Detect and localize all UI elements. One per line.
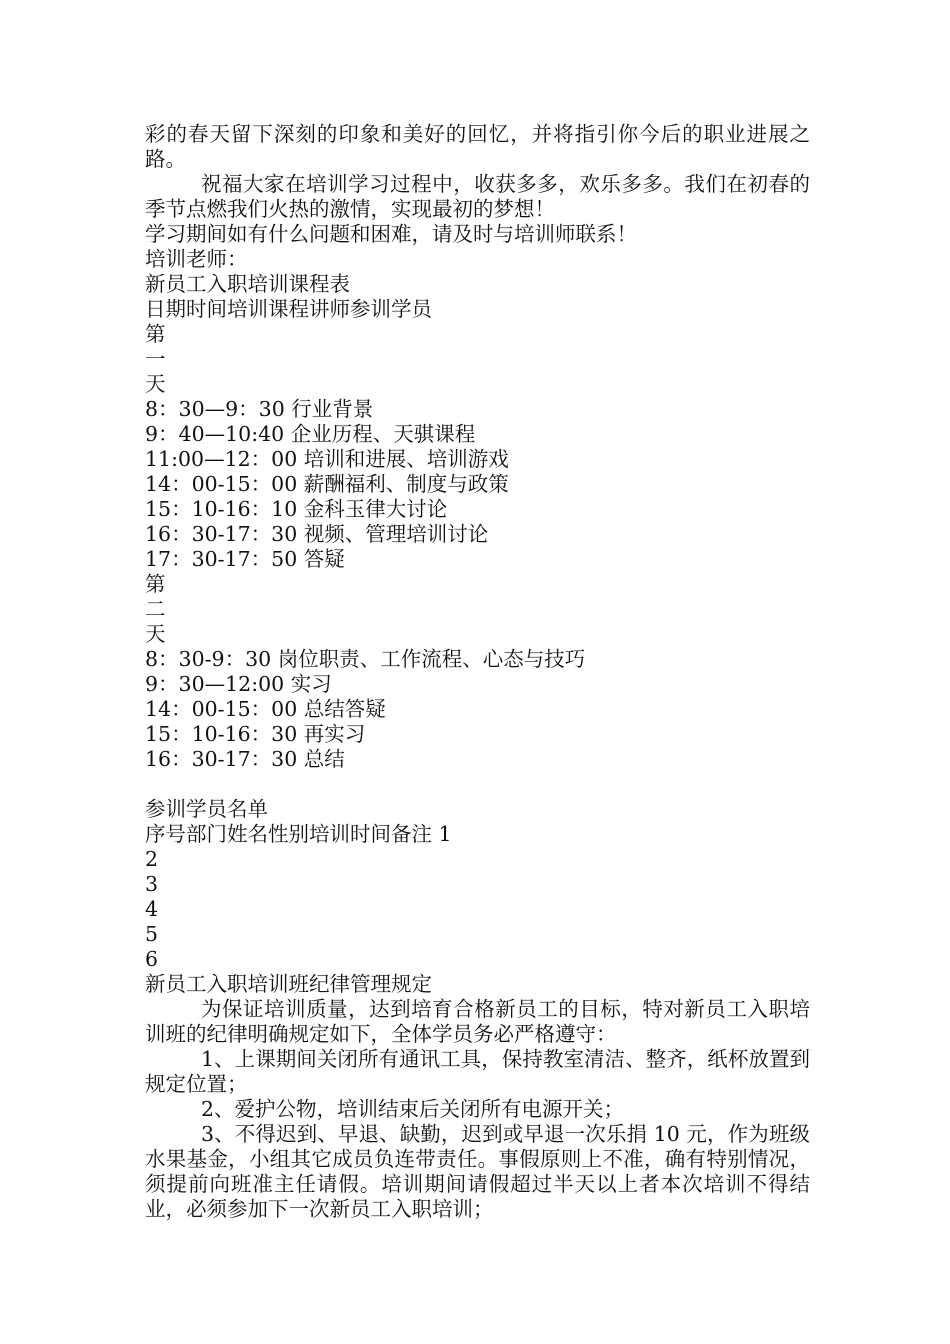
schedule-session: 14：00-15：00 薪酬福利、制度与政策 [145,472,509,496]
schedule-session: 14：00-15：00 总结答疑 [145,697,386,721]
schedule-session: 8：30-9：30 岗位职责、工作流程、心态与技巧 [145,647,586,671]
trainer-label: 培训老师： [145,247,248,271]
rules-title: 新员工入职培训班纪律管理规定 [145,972,432,996]
schedule-session: 9：30—12:00 实习 [145,672,332,696]
schedule-header: 日期时间培训课程讲师参训学员 [145,297,432,321]
rule-item: 1、上课期间关闭所有通讯工具，保持教室清洁、整齐，纸杯放置到规定位置； [145,1047,810,1096]
day1-char: 第 [145,322,166,346]
roster-number: 6 [145,947,159,971]
schedule-session: 9：40—10:40 企业历程、天骐课程 [145,422,476,446]
roster-number: 3 [145,872,159,896]
schedule-session: 8：30—9：30 行业背景 [145,397,374,421]
blank-line [145,772,810,797]
blessing-paragraph: 祝福大家在培训学习过程中，收获多多，欢乐多多。我们在初春的季节点燃我们火热的激情，实现最初的梦想！ [145,172,810,221]
schedule-session: 15：10-16：10 金科玉律大讨论 [145,497,448,521]
schedule-session: 11:00—12：00 培训和进展、培训游戏 [145,447,509,471]
roster-number: 2 [145,847,159,871]
schedule-title: 新员工入职培训课程表 [145,272,350,296]
day2-char: 第 [145,572,166,596]
document-page [145,122,810,1222]
day2-char: 二 [145,597,166,621]
intro-continuation: 彩的春天留下深刻的印象和美好的回忆，并将指引你今后的职业进展之路。 [145,122,810,171]
schedule-session: 15：10-16：30 再实习 [145,722,366,746]
roster-header: 序号部门姓名性别培训时间备注 1 [145,822,452,846]
schedule-session: 16：30-17：30 视频、管理培训讨论 [145,522,489,546]
day2-char: 天 [145,622,166,646]
schedule-session: 17：30-17：50 答疑 [145,547,345,571]
roster-number: 5 [145,922,159,946]
rule-item: 2、爱护公物，培训结束后关闭所有电源开关； [201,1097,625,1121]
roster-title: 参训学员名单 [145,797,268,821]
schedule-session: 16：30-17：30 总结 [145,747,345,771]
day1-char: 一 [145,347,166,371]
rule-item: 3、不得迟到、早退、缺勤，迟到或早退一次乐捐 10 元，作为班级水果基金，小组其它成员负连带责任。事假原则上不准，确有特别情况，须提前向班准主任请假。培训期间请假超过半天以上者本次培训不得结业，必须参加下一次新员工入职培训； [145,1122,810,1221]
day1-char: 天 [145,372,166,396]
rules-preamble: 为保证培训质量，达到培育合格新员工的目标，特对新员工入职培训班的纪律明确规定如下，全体学员务必严格遵守： [145,997,810,1046]
roster-number: 4 [145,897,159,921]
contact-note: 学习期间如有什么问题和困难，请及时与培训师联系！ [145,222,637,246]
